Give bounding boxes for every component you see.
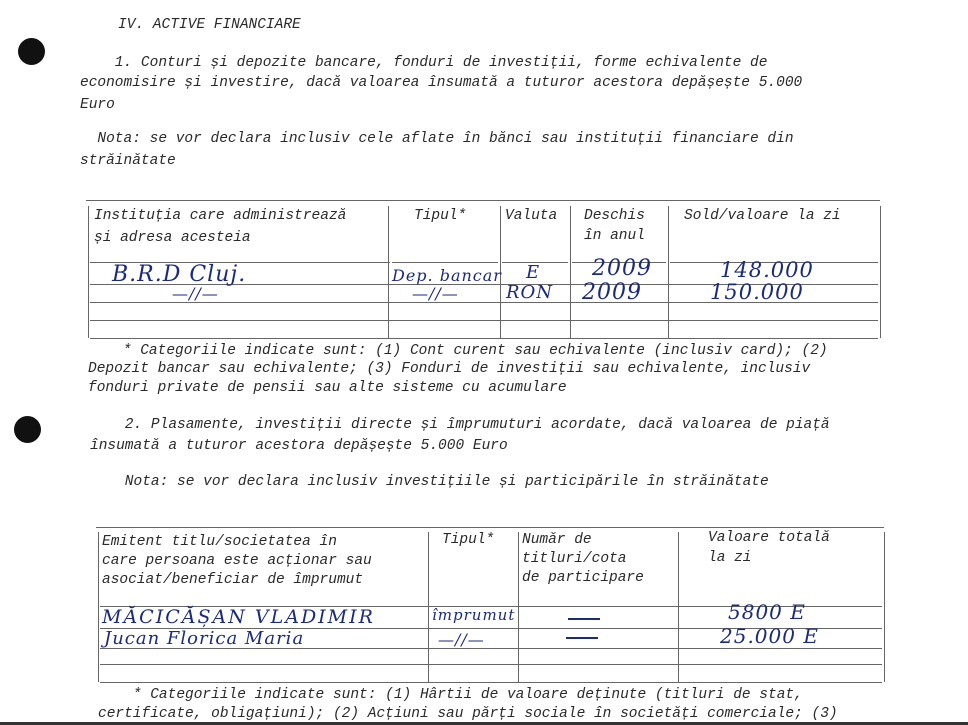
table1-col-divider: [88, 206, 89, 338]
table1-row-line: [392, 262, 498, 263]
table1-row1-opened: 2009: [592, 256, 652, 281]
table1-header-type: Tipul*: [414, 208, 467, 224]
table2-row-line: [100, 682, 882, 683]
section-title: IV. ACTIVE FINANCIARE: [118, 17, 301, 33]
table1-row-line: [90, 338, 878, 339]
table2-row1-type: împrumut: [432, 606, 516, 624]
table1-row2-balance: 150.000: [710, 280, 804, 304]
table2-header-value-2: la zi: [708, 550, 752, 566]
table2-header-count-3: de participare: [522, 570, 644, 586]
table2-row1-count-dash: [568, 618, 600, 620]
table1-header-institution-2: și adresa acesteia: [94, 230, 251, 246]
table2-header-value-1: Valoare totală: [708, 530, 830, 546]
table1-header-currency: Valuta: [505, 208, 558, 224]
table2-header-issuer-2: care persoana este acționar sau: [102, 553, 372, 569]
item1-footnote-line-2: Depozit bancar sau echivalente; (3) Fonduri de investiții sau echivalente, inclusiv: [88, 361, 811, 377]
item1-footnote-line-3: fonduri private de pensii sau alte sisteme cu acumulare: [88, 380, 567, 396]
table1-header-opened-1: Deschis: [584, 208, 645, 224]
table1-row2-currency: RON: [506, 282, 554, 303]
table2-col-divider: [678, 532, 679, 682]
table2-row2-count-dash: [566, 637, 598, 639]
item1-note-line-1: Nota: se vor declara inclusiv cele aflate în bănci sau instituții financiare din: [80, 131, 794, 147]
table1-row2-type: —//—: [412, 284, 459, 303]
table1-row1-balance: 148.000: [720, 258, 814, 282]
table2-col-divider: [884, 532, 885, 682]
item2-line-1: 2. Plasamente, investiții directe și împrumuturi acordate, dacă valoarea de piață: [90, 417, 830, 433]
table2-row1-value: 5800 E: [728, 600, 806, 624]
item2-footnote-line-2: certificate, obligațiuni); (2) Acțiuni sau părți sociale în societăți comerciale; (3): [98, 706, 838, 722]
table2-row2-type: —//—: [438, 630, 485, 649]
table2-header-type: Tipul*: [442, 532, 495, 548]
table2-row2-value: 25.000 E: [720, 624, 819, 648]
table1-top-border: [86, 200, 880, 201]
item2-note-line-1: Nota: se vor declara inclusiv investițiile și participările în străinătate: [90, 474, 769, 490]
binder-hole-bottom: [14, 416, 41, 443]
table1-col-divider: [570, 206, 571, 338]
item1-line-3: Euro: [80, 97, 115, 113]
table1-header-opened-2: în anul: [584, 228, 645, 244]
table2-col-divider: [518, 532, 519, 682]
table1-header-balance: Sold/valoare la zi: [684, 208, 841, 224]
table2-col-divider: [428, 532, 429, 682]
item1-footnote-line-1: * Categoriile indicate sunt: (1) Cont curent sau echivalente (inclusiv card); (2): [88, 343, 828, 359]
table1-row-line: [90, 320, 878, 321]
table2-row-line: [100, 664, 882, 665]
table2-header-count-2: titluri/cota: [522, 551, 627, 567]
item1-line-2: economisire și investire, dacă valoarea însumată a tuturor acestora depășește 5.000: [80, 75, 803, 91]
table2-header-issuer-3: asociat/beneficiar de împrumut: [102, 572, 364, 588]
table2-row1-issuer: MĂCICĂȘAN VLADIMIR: [102, 606, 375, 628]
table2-header-count-1: Număr de: [522, 532, 592, 548]
table1-row2-institution: —//—: [172, 284, 219, 303]
item2-line-2: însumată a tuturor acestora depășește 5.000 Euro: [90, 438, 508, 454]
binder-hole-top: [18, 38, 45, 65]
item1-note-line-2: străinătate: [80, 153, 176, 169]
table1-row1-type: Dep. bancar: [392, 266, 502, 285]
table1-row2-opened: 2009: [582, 280, 642, 305]
table1-row1-institution: B.R.D Cluj.: [112, 262, 247, 287]
table2-row2-issuer: Jucan Florica Maria: [104, 628, 305, 649]
table1-header-institution-1: Instituția care administrează: [94, 208, 347, 224]
table1-col-divider: [388, 206, 389, 338]
item2-footnote-line-1: * Categoriile indicate sunt: (1) Hârtii de valoare deținute (titluri de stat,: [98, 687, 803, 703]
table1-row1-currency: E: [526, 262, 541, 283]
table1-col-divider: [880, 206, 881, 338]
table2-header-issuer-1: Emitent titlu/societatea în: [102, 534, 337, 550]
table2-col-divider: [98, 532, 99, 682]
table1-col-divider: [668, 206, 669, 338]
item1-line-1: 1. Conturi și depozite bancare, fonduri de investiții, forme echivalente de: [80, 55, 768, 71]
